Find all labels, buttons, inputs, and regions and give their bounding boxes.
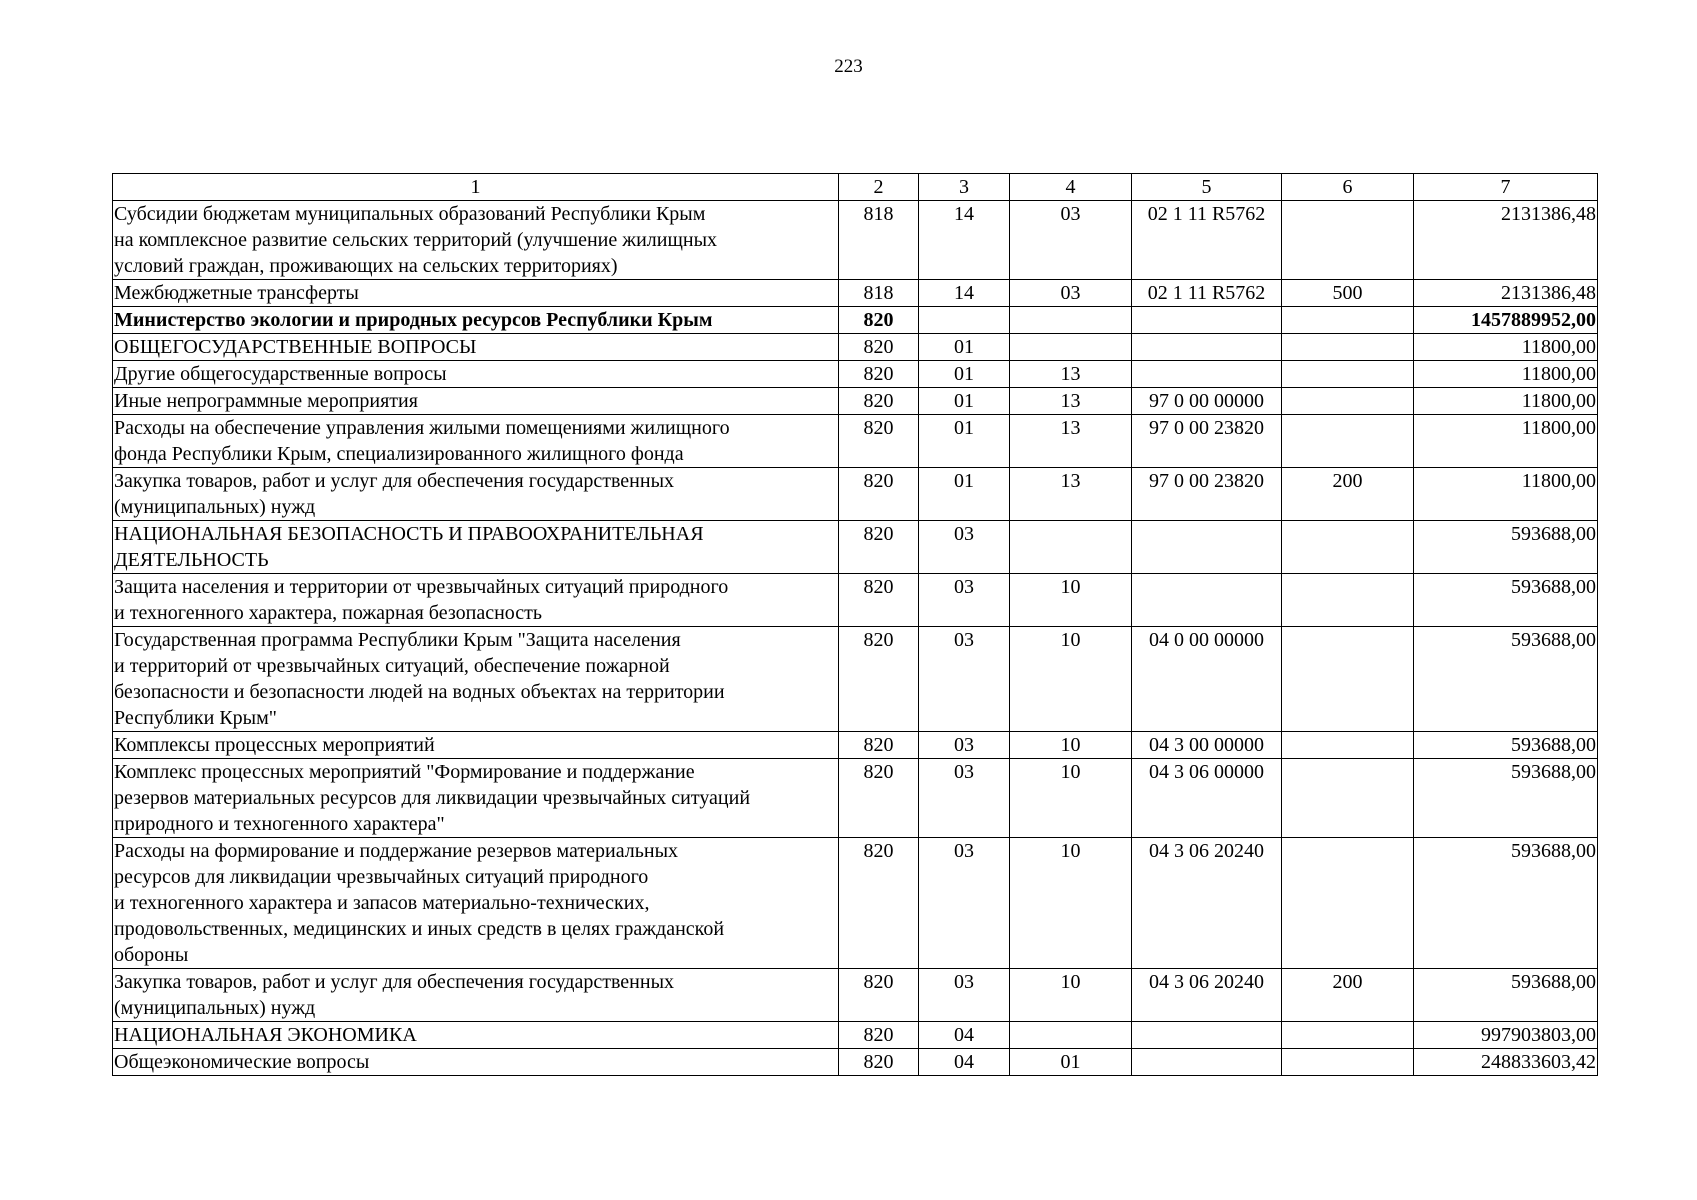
ministry-code-cell: 820 [839,574,919,627]
item-name-cell: Министерство экологии и природных ресурсов Республики Крым [113,307,839,334]
amount-cell: 11800,00 [1414,415,1598,468]
item-name-cell: Комплексы процессных мероприятий [113,732,839,759]
target-article-cell: 02 1 11 R5762 [1132,201,1282,280]
target-article-cell: 04 3 00 00000 [1132,732,1282,759]
target-article-cell: 04 0 00 00000 [1132,627,1282,732]
ministry-code-cell: 820 [839,388,919,415]
ministry-code-cell: 820 [839,415,919,468]
ministry-code-cell: 820 [839,838,919,969]
expense-type-cell [1282,361,1414,388]
column-header: 6 [1282,174,1414,201]
expense-type-cell [1282,388,1414,415]
expense-type-cell [1282,627,1414,732]
expense-type-cell [1282,1022,1414,1049]
ministry-code-cell: 820 [839,468,919,521]
ministry-code-cell: 818 [839,201,919,280]
subsection-code-cell: 10 [1010,838,1132,969]
section-code-cell: 03 [919,627,1010,732]
expense-type-cell [1282,307,1414,334]
item-name-cell: Государственная программа Республики Крым "Защита населения и территорий от чрезвычайных ситуаций, обеспечение пожарной безопасности и безопасности людей на водных объектах на территории Республики Крым" [113,627,839,732]
subsection-code-cell: 10 [1010,574,1132,627]
expense-type-cell [1282,838,1414,969]
item-name-cell: Иные непрограммные мероприятия [113,388,839,415]
subsection-code-cell: 13 [1010,388,1132,415]
column-header: 7 [1414,174,1598,201]
table-row [113,574,1598,627]
column-header: 1 [113,174,839,201]
item-name-cell: Другие общегосударственные вопросы [113,361,839,388]
table-row [113,759,1598,838]
amount-cell: 11800,00 [1414,388,1598,415]
subsection-code-cell: 13 [1010,415,1132,468]
section-code-cell: 03 [919,969,1010,1022]
ministry-code-cell: 820 [839,1022,919,1049]
subsection-code-cell: 10 [1010,627,1132,732]
subsection-code-cell: 03 [1010,201,1132,280]
item-name-cell: Расходы на формирование и поддержание резервов материальных ресурсов для ликвидации чрезвычайных ситуаций природного и техногенного характера и запасов материально-технических, продовольственных, медицинских и иных средств в целях гражданской обороны [113,838,839,969]
table-row [113,969,1598,1022]
ministry-code-cell: 820 [839,627,919,732]
table-body [113,201,1598,1076]
table-row [113,627,1598,732]
table-row [113,361,1598,388]
amount-cell: 593688,00 [1414,838,1598,969]
page-number: 223 [834,56,863,77]
ministry-code-cell: 820 [839,307,919,334]
target-article-cell: 97 0 00 23820 [1132,468,1282,521]
amount-cell: 2131386,48 [1414,280,1598,307]
table-row [113,388,1598,415]
amount-cell: 997903803,00 [1414,1022,1598,1049]
subsection-code-cell: 10 [1010,732,1132,759]
subsection-code-cell [1010,307,1132,334]
column-header: 2 [839,174,919,201]
ministry-code-cell: 818 [839,280,919,307]
section-code-cell: 03 [919,574,1010,627]
amount-cell: 11800,00 [1414,468,1598,521]
subsection-code-cell: 01 [1010,1049,1132,1076]
subsection-code-cell [1010,334,1132,361]
expense-type-cell [1282,415,1414,468]
section-code-cell: 03 [919,732,1010,759]
amount-cell: 593688,00 [1414,759,1598,838]
target-article-cell [1132,1022,1282,1049]
target-article-cell [1132,334,1282,361]
table-row [113,732,1598,759]
expense-type-cell [1282,732,1414,759]
ministry-code-cell: 820 [839,521,919,574]
ministry-code-cell: 820 [839,969,919,1022]
amount-cell: 248833603,42 [1414,1049,1598,1076]
target-article-cell: 04 3 06 00000 [1132,759,1282,838]
column-header: 3 [919,174,1010,201]
section-code-cell [919,307,1010,334]
expense-type-cell [1282,759,1414,838]
expense-type-cell: 200 [1282,468,1414,521]
section-code-cell: 01 [919,361,1010,388]
amount-cell: 11800,00 [1414,334,1598,361]
subsection-code-cell [1010,1022,1132,1049]
target-article-cell [1132,1049,1282,1076]
table-row [113,307,1598,334]
subsection-code-cell: 10 [1010,759,1132,838]
item-name-cell: НАЦИОНАЛЬНАЯ ЭКОНОМИКА [113,1022,839,1049]
amount-cell: 593688,00 [1414,521,1598,574]
target-article-cell: 97 0 00 23820 [1132,415,1282,468]
budget-table [112,173,1598,1076]
target-article-cell: 02 1 11 R5762 [1132,280,1282,307]
table-row [113,838,1598,969]
table-row [113,521,1598,574]
item-name-cell: Общеэкономические вопросы [113,1049,839,1076]
table-row [113,201,1598,280]
section-code-cell: 14 [919,201,1010,280]
section-code-cell: 01 [919,415,1010,468]
section-code-cell: 01 [919,334,1010,361]
ministry-code-cell: 820 [839,334,919,361]
target-article-cell: 04 3 06 20240 [1132,838,1282,969]
item-name-cell: Защита населения и территории от чрезвычайных ситуаций природного и техногенного характера, пожарная безопасность [113,574,839,627]
section-code-cell: 04 [919,1022,1010,1049]
item-name-cell: ОБЩЕГОСУДАРСТВЕННЫЕ ВОПРОСЫ [113,334,839,361]
target-article-cell [1132,307,1282,334]
ministry-code-cell: 820 [839,732,919,759]
ministry-code-cell: 820 [839,759,919,838]
subsection-code-cell: 03 [1010,280,1132,307]
table-row [113,468,1598,521]
column-header: 4 [1010,174,1132,201]
item-name-cell: НАЦИОНАЛЬНАЯ БЕЗОПАСНОСТЬ И ПРАВООХРАНИТЕЛЬНАЯ ДЕЯТЕЛЬНОСТЬ [113,521,839,574]
target-article-cell: 97 0 00 00000 [1132,388,1282,415]
expense-type-cell [1282,521,1414,574]
amount-cell: 2131386,48 [1414,201,1598,280]
subsection-code-cell: 13 [1010,468,1132,521]
section-code-cell: 03 [919,838,1010,969]
section-code-cell: 03 [919,759,1010,838]
expense-type-cell [1282,334,1414,361]
item-name-cell: Закупка товаров, работ и услуг для обеспечения государственных (муниципальных) нужд [113,468,839,521]
amount-cell: 593688,00 [1414,969,1598,1022]
table-row [113,334,1598,361]
amount-cell: 593688,00 [1414,732,1598,759]
section-code-cell: 14 [919,280,1010,307]
expense-type-cell [1282,201,1414,280]
target-article-cell [1132,521,1282,574]
item-name-cell: Межбюджетные трансферты [113,280,839,307]
table-row [113,415,1598,468]
amount-cell: 1457889952,00 [1414,307,1598,334]
section-code-cell: 01 [919,468,1010,521]
subsection-code-cell: 10 [1010,969,1132,1022]
table-row [113,1049,1598,1076]
amount-cell: 593688,00 [1414,627,1598,732]
subsection-code-cell [1010,521,1132,574]
target-article-cell [1132,361,1282,388]
section-code-cell: 04 [919,1049,1010,1076]
subsection-code-cell: 13 [1010,361,1132,388]
section-code-cell: 03 [919,521,1010,574]
item-name-cell: Субсидии бюджетам муниципальных образований Республики Крым на комплексное развитие сельских территорий (улучшение жилищных условий граждан, проживающих на сельских территориях) [113,201,839,280]
column-header: 5 [1132,174,1282,201]
target-article-cell [1132,574,1282,627]
item-name-cell: Расходы на обеспечение управления жилыми помещениями жилищного фонда Республики Крым, специализированного жилищного фонда [113,415,839,468]
target-article-cell: 04 3 06 20240 [1132,969,1282,1022]
amount-cell: 593688,00 [1414,574,1598,627]
expense-type-cell: 200 [1282,969,1414,1022]
expense-type-cell [1282,574,1414,627]
amount-cell: 11800,00 [1414,361,1598,388]
item-name-cell: Закупка товаров, работ и услуг для обеспечения государственных (муниципальных) нужд [113,969,839,1022]
ministry-code-cell: 820 [839,1049,919,1076]
column-number-row [113,174,1598,201]
table-row [113,1022,1598,1049]
expense-type-cell [1282,1049,1414,1076]
table-row [113,280,1598,307]
item-name-cell: Комплекс процессных мероприятий "Формирование и поддержание резервов материальных ресурсов для ликвидации чрезвычайных ситуаций природного и техногенного характера" [113,759,839,838]
ministry-code-cell: 820 [839,361,919,388]
section-code-cell: 01 [919,388,1010,415]
expense-type-cell: 500 [1282,280,1414,307]
